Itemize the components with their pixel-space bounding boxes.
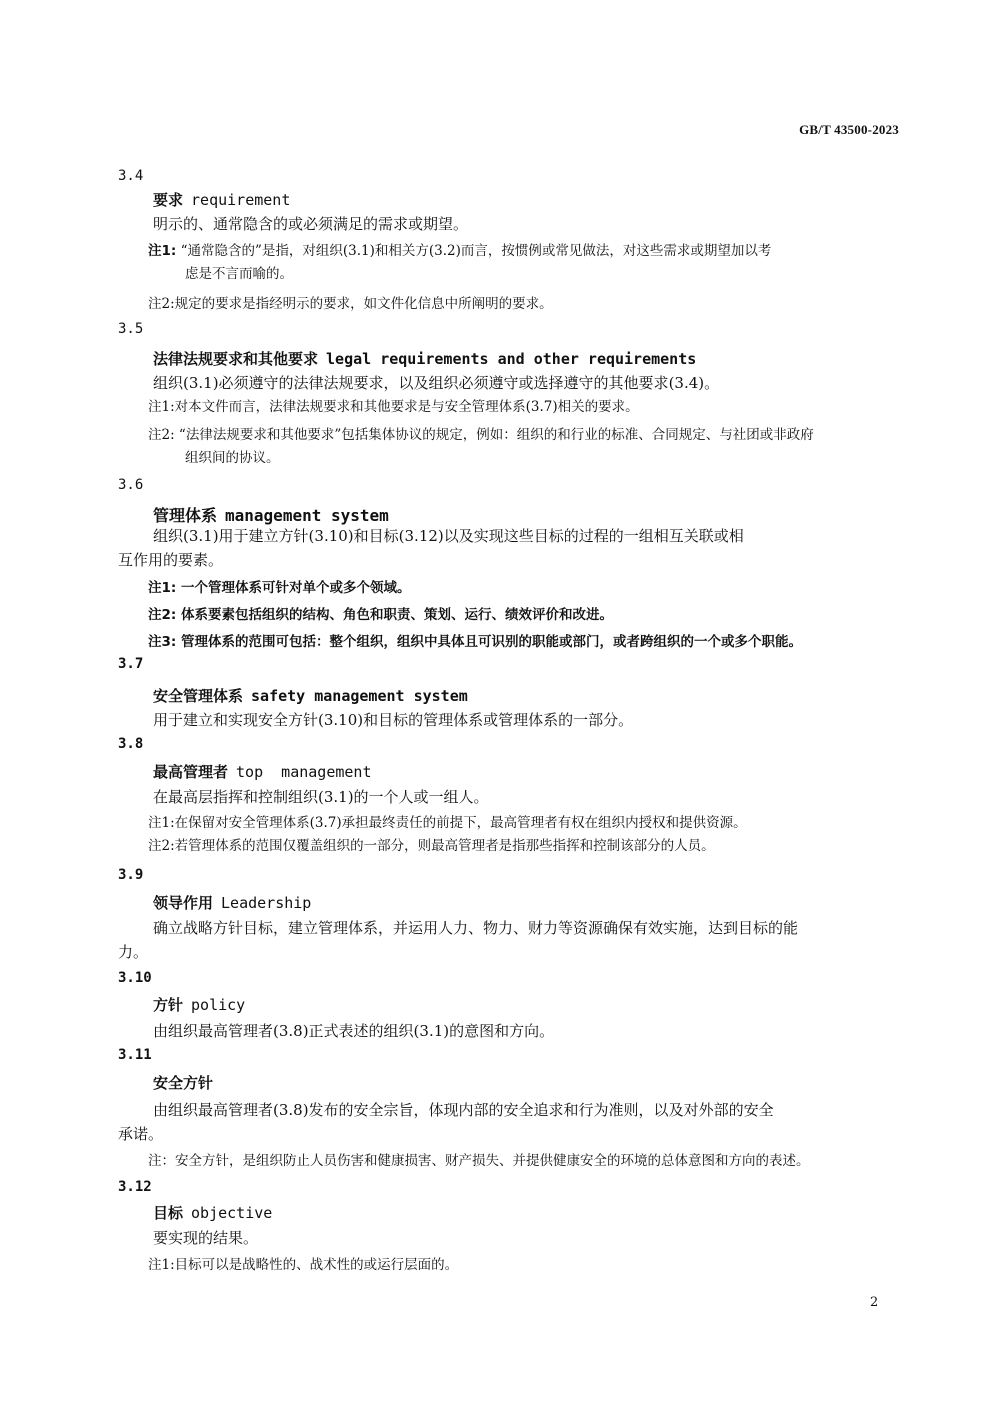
- term-heading: [153, 348, 696, 369]
- term-zh: 方针: [153, 996, 184, 1014]
- term-heading: [153, 892, 311, 913]
- note: 注1: 一个管理体系可针对单个或多个领域。: [148, 580, 411, 596]
- definition-line: 组织(3.1)用于建立方针(3.10)和目标(3.12)以及实现这些目标的过程的一组相互关联或相: [153, 527, 744, 545]
- term-en: objective: [191, 1204, 273, 1222]
- note: 注1:目标可以是战略性的、战术性的或运行层面的。: [148, 1257, 459, 1273]
- note: 注2:若管理体系的范围仅覆盖组织的一部分，则最高管理者是指那些指挥和控制该部分的人员。: [148, 838, 715, 854]
- term-en: top management: [236, 763, 372, 781]
- term-zh: 最高管理者: [153, 763, 229, 781]
- term-en: policy: [191, 996, 246, 1014]
- note-label: 注1:: [148, 243, 177, 259]
- term-heading: [153, 994, 245, 1015]
- note: 注：安全方针，是组织防止人员伤害和健康损害、财产损失、并提供健康安全的环境的总体意图和方向的表述。: [148, 1153, 810, 1169]
- clause-number: 3.6: [118, 477, 144, 493]
- note: 注1:在保留对安全管理体系(3.7)承担最终责任的前提下，最高管理者有权在组织内授权和提供资源。: [148, 815, 747, 831]
- term-en: legal requirements and other requirements: [326, 350, 697, 368]
- note-continuation: 虑是不言而喻的。: [185, 266, 293, 282]
- definition-line: 由组织最高管理者(3.8)发布的安全宗旨，体现内部的安全追求和行为准则，以及对外部的安全: [153, 1101, 774, 1119]
- term-en: Leadership: [221, 894, 312, 912]
- term-heading: [153, 685, 468, 706]
- term-heading: [153, 1202, 272, 1223]
- clause-number: 3.12: [118, 1179, 152, 1195]
- note: 注2:规定的要求是指经明示的要求，如文件化信息中所阐明的要求。: [148, 296, 553, 312]
- term-heading: [153, 503, 389, 526]
- definition-continuation: 力。: [118, 943, 149, 961]
- term-zh: 目标: [153, 1204, 184, 1222]
- definition: 要实现的结果。: [153, 1229, 259, 1247]
- clause-number: 3.9: [118, 867, 144, 883]
- page-number: 2: [870, 1295, 879, 1310]
- term-heading: [153, 189, 290, 210]
- term-heading: [153, 761, 371, 782]
- definition-continuation: 互作用的要素。: [118, 551, 224, 569]
- clause-number: 3.10: [118, 970, 152, 986]
- clause-number: 3.11: [118, 1047, 152, 1063]
- note-continuation: 组织间的协议。: [185, 450, 280, 466]
- term-en: management system: [225, 506, 389, 525]
- definition-continuation: 承诺。: [118, 1125, 164, 1143]
- clause-number: 3.4: [118, 168, 144, 184]
- note: 注1:对本文件而言，法律法规要求和其他要求是与安全管理体系(3.7)相关的要求。: [148, 399, 639, 415]
- note: 注2: 体系要素包括组织的结构、角色和职责、策划、运行、绩效评价和改进。: [148, 607, 613, 623]
- note: [148, 240, 771, 262]
- standard-code-header: GB/T 43500-2023: [799, 122, 899, 137]
- definition: 组织(3.1)必须遵守的法律法规要求，以及组织必须遵守或选择遵守的其他要求(3.4)。: [153, 374, 720, 392]
- term-en: requirement: [191, 191, 291, 209]
- definition: 在最高层指挥和控制组织(3.1)的一个人或一组人。: [153, 788, 489, 806]
- definition-line: 确立战略方针目标，建立管理体系，并运用人力、物力、财力等资源确保有效实施，达到目标的能: [153, 919, 799, 937]
- term-en: safety management system: [251, 687, 468, 705]
- term-zh: 安全方针: [153, 1074, 214, 1092]
- term-zh: 安全管理体系: [153, 687, 244, 705]
- term-zh: 法律法规要求和其他要求: [153, 350, 319, 368]
- note: 注3: 管理体系的范围可包括：整个组织，组织中具体且可识别的职能或部门，或者跨组织的一个或多个职能。: [148, 634, 802, 650]
- note-text-line: “通常隐含的”是指，对组织(3.1)和相关方(3.2)而言，按惯例或常见做法，对这些需求或期望加以考: [180, 243, 772, 259]
- term-zh: 管理体系: [153, 506, 218, 525]
- term-zh: 要求: [153, 191, 184, 209]
- term-heading: [153, 1072, 213, 1093]
- definition: 由组织最高管理者(3.8)正式表述的组织(3.1)的意图和方向。: [153, 1022, 555, 1040]
- note: 注2: “法律法规要求和其他要求”包括集体协议的规定，例如：组织的和行业的标准、合同规定、与社团或非政府: [148, 427, 814, 443]
- clause-number: 3.5: [118, 321, 144, 337]
- definition: 明示的、通常隐含的或必须满足的需求或期望。: [153, 215, 469, 233]
- clause-number: 3.8: [118, 736, 144, 752]
- definition: 用于建立和实现安全方针(3.10)和目标的管理体系或管理体系的一部分。: [153, 711, 634, 729]
- clause-number: 3.7: [118, 656, 144, 672]
- term-zh: 领导作用: [153, 894, 214, 912]
